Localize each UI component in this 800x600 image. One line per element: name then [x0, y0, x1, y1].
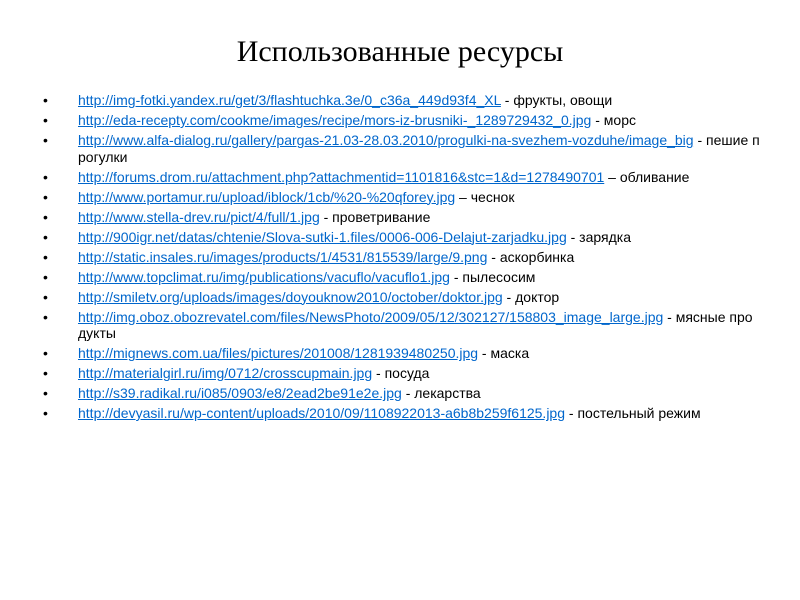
list-item — [40, 309, 760, 342]
resource-link[interactable]: http://900igr.net/datas/chtenie/Slova-sutki-1.files/0006-006-Delajut-zarjadku.jpg — [78, 228, 567, 245]
resource-link[interactable]: http://www.stella-drev.ru/pict/4/full/1.jpg — [78, 208, 320, 225]
resource-description: - маска — [478, 345, 530, 361]
bullet-icon: • — [43, 132, 48, 148]
list-item — [40, 229, 760, 246]
resource-link[interactable]: http://smiletv.org/uploads/images/doyouknow2010/october/doktor.jpg — [78, 288, 503, 305]
resource-link[interactable]: http://eda-recepty.com/cookme/images/recipe/mors-iz-brusniki-_1289729432_0.jpg — [78, 112, 592, 128]
resource-description: - пешие прогулки — [78, 132, 760, 165]
bullet-icon: • — [43, 268, 48, 285]
bullet-icon: • — [43, 365, 48, 381]
resource-description: - лекарства — [401, 385, 481, 401]
resource-link[interactable]: http://www.portamur.ru/upload/iblock/1cb/%20-%20qforey.jpg — [78, 188, 456, 205]
bullet-icon: • — [43, 308, 48, 325]
list-item — [40, 365, 760, 382]
list-item — [40, 269, 760, 286]
bullet-icon: • — [43, 385, 48, 401]
resource-link[interactable]: http://www.topclimat.ru/img/publications/vacuflo/vacuflo1.jpg — [78, 268, 450, 285]
list-item — [40, 345, 760, 362]
resource-link[interactable]: http://www.alfa-dialog.ru/gallery/pargas-21.03-28.03.2010/progulki-na-svezhem-vozduhe/image_big — [78, 132, 694, 148]
bullet-icon: • — [43, 208, 48, 225]
list-item — [40, 289, 760, 306]
resource-description: - мясные продукты — [78, 308, 753, 341]
bullet-icon: • — [43, 168, 48, 185]
resource-link[interactable]: http://devyasil.ru/wp-content/uploads/2010/09/1108922013-a6b8b259f6125.jpg — [78, 405, 566, 421]
resource-link[interactable]: http://mignews.com.ua/files/pictures/201008/1281939480250.jpg — [78, 345, 479, 361]
slide-title: Использованные ресурсы — [236, 35, 564, 68]
resource-link[interactable]: http://s39.radikal.ru/i085/0903/e8/2ead2be91e2e.jpg — [78, 385, 402, 401]
list-item — [40, 249, 760, 266]
resource-description: – чеснок — [455, 188, 515, 205]
resource-link[interactable]: http://img-fotki.yandex.ru/get/3/flashtuchka.3e/0_c36a_449d93f4_XL — [78, 92, 501, 108]
resource-link[interactable]: http://forums.drom.ru/attachment.php?attachmentid=1101816&stc=1&d=1278490701 — [78, 168, 605, 185]
resource-description: - пылесосим — [449, 268, 536, 285]
bullet-icon: • — [43, 405, 48, 421]
bullet-icon: • — [43, 248, 48, 265]
list-item — [40, 385, 760, 402]
bullet-icon: • — [43, 112, 48, 128]
list-item — [40, 405, 760, 422]
resource-description: – обливание — [604, 168, 690, 185]
resource-description: - зарядка — [566, 228, 631, 245]
resource-link[interactable]: http://img.oboz.obozrevatel.com/files/NewsPhoto/2009/05/12/302127/158803_image_large.jpg — [78, 308, 664, 325]
bullet-icon: • — [43, 228, 48, 245]
resource-description: - морс — [591, 112, 636, 128]
resource-link[interactable]: http://static.insales.ru/images/products/1/4531/815539/large/9.png — [78, 248, 488, 265]
list-item — [40, 112, 760, 129]
list-item — [40, 189, 760, 206]
resource-description: - проветривание — [319, 208, 431, 225]
list-item — [40, 209, 760, 226]
resource-description: - постельный режим — [565, 405, 701, 421]
list-item — [40, 132, 760, 165]
resource-description: - аскорбинка — [487, 248, 575, 265]
bullet-icon: • — [43, 92, 48, 108]
resource-description: - посуда — [372, 365, 430, 381]
resource-description: - доктор — [502, 288, 560, 305]
resource-link[interactable]: http://materialgirl.ru/img/0712/crosscupmain.jpg — [78, 365, 373, 381]
list-item — [40, 92, 760, 109]
bullet-icon: • — [43, 288, 48, 305]
bullet-icon: • — [43, 345, 48, 361]
list-item — [40, 169, 760, 186]
bullet-icon: • — [43, 188, 48, 205]
resource-description: - фрукты, овощи — [500, 92, 613, 108]
resource-list — [40, 92, 760, 425]
